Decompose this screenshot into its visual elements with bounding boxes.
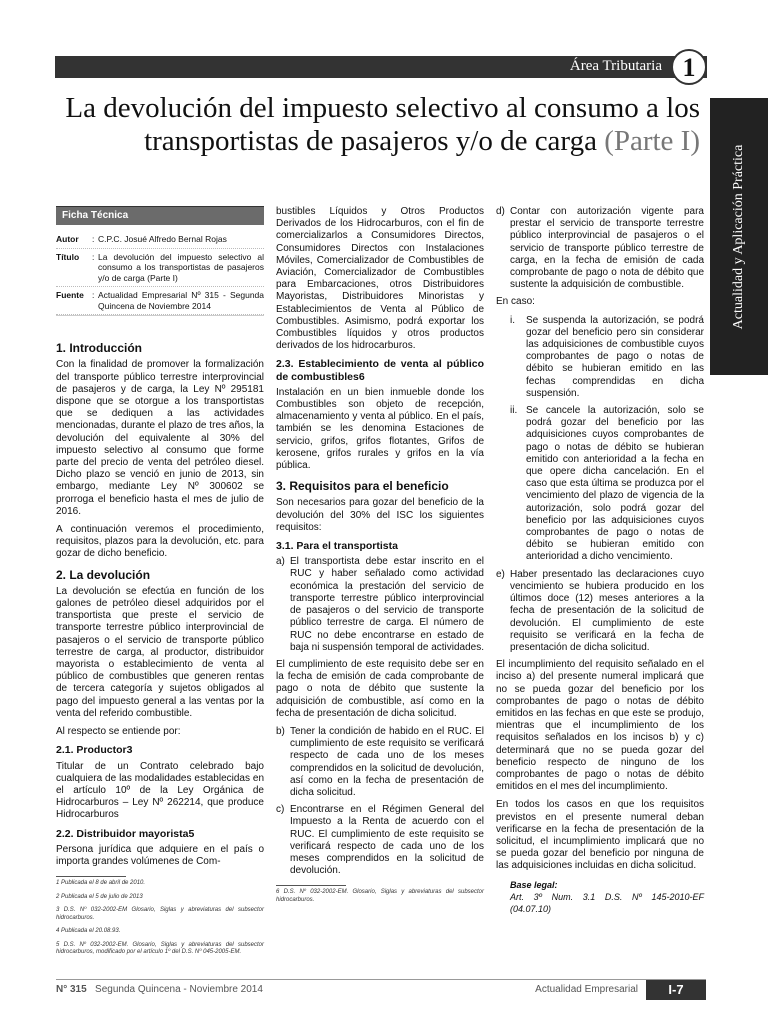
issue-period: Segunda Quincena - Noviembre 2014 [95,984,263,995]
list-marker: ii. [510,405,518,417]
ficha-row: Autor : C.P.C. Josué Alfredo Bernal Rojas [56,231,264,249]
paragraph: En todos los casos en que los requisitos previstos en el presente numeral deban verificarse en la fecha de presentación de la solicitud, el incumplimiento implicará que no se pueda gozar del beneficio por ninguna de las adquisiciones incluidas en dicha solicitud. [496,799,704,872]
paragraph: Son necesarios para gozar del beneficio de la devolución del 30% del ISC los siguientes requisitos: [276,497,484,533]
list-item [276,804,484,877]
list-item [496,569,704,654]
list-text: Haber presentado las declaraciones cuyo vencimiento se hubiera producido en los últimos doce (12) meses anteriores a la fecha de presentación de la solicitud de devolución. El cumplimiento de este requisito se verificará en la fecha de presentación de dicha solicitud. [510,568,704,653]
list-item [276,556,484,654]
ficha-row: Fuente : Actualidad Empresarial Nº 315 - Segunda Quincena de Noviembre 2014 [56,287,264,315]
section-header-bar [55,53,707,82]
list-text: Se cancele la autorización, solo se podrá gozar del beneficio por las adquisiciones cuyos comprobantes de pago o notas de débito se hubieran emitido con anterioridad a la fecha en que opere dicha cancelación. En el caso que esta última se produzca por el vencimiento del plazo de vigencia de la autorización, solo podrá gozar del beneficio por las adquisiciones cuyos comprobantes de pago o notas de débito se hubieran emitido con anterioridad a dicho vencimiento. [526,405,704,563]
list-text: Se suspenda la autorización, se podrá gozar del beneficio pero sin considerar las adquisiciones de combustible cuyos comprobantes de pago o notas de débito se hubieran emitido en las fechas comprendidas en dicha suspensión. [526,314,704,399]
list-marker: i. [510,314,515,326]
title-main: La devolución del impuesto selectivo al consumo a los transportistas de pasajeros y/o de carga [65,92,700,157]
list-item [510,315,704,400]
footnote-divider [56,876,126,877]
paragraph: El cumplimiento de este requisito debe ser en la fecha de emisión de cada comprobante de pago o nota de débito que sustente la adquisición de combustible, así como en la fecha de presentación de dicha solicitud. [276,658,484,719]
list-marker: b) [276,725,285,737]
footnote: 3 D.S. Nº 032-2002-EM Glosario, Siglas y abreviaturas del subsector hidrocarburos. [56,907,264,921]
ficha-table [56,231,264,316]
side-tab [710,98,768,375]
paragraph: En caso: [496,296,535,308]
section-label: Área Tributaria [569,58,662,74]
side-tab-label: Actualidad y Aplicación Práctica [731,144,746,329]
list-text: Encontrarse en el Régimen General del Impuesto a la Renta de acuerdo con el RUC. El cumplimiento de este requisito se verificará respecto de cada uno de los meses comprendidos en la solicitud de devolución. [290,804,484,877]
column-3 [496,206,704,915]
subsection-heading: 2.1. Productor3 [56,744,133,757]
ficha-value: C.P.C. Josué Alfredo Bernal Rojas [98,234,227,245]
footnote: 4 Publicada el 20.08.93. [56,928,121,935]
paragraph: La devolución se efectúa en función de los galones de petróleo diesel adquiridos por el transportista que preste el servicio de transporte terrestre público interprovincial de pasajeros o el servicio de transporte público terrestre de carga, al productor, distribuidor mayorista o establecimiento de venta al público de combustibles que generen rentas de tercera categoría y sujetos obligados al pago del impuesto general a las ventas por la venta del referido combustible. [56,585,264,719]
ficha-heading: Ficha Técnica [56,206,264,225]
subsection-heading: 2.3. Establecimiento de venta al público de combustibles6 [276,358,484,383]
paragraph: A continuación veremos el procedimiento, requisitos, plazos para la devolución, etc. para gozar de dicho beneficio. [56,524,264,560]
list-text: Tener la condición de habido en el RUC. El cumplimiento de este requisito se verificará respecto de cada uno de los meses comprendidos en la solicitud de devolución, así como en la fecha de presentación de dicha solicitud. [290,725,484,798]
paragraph: Persona jurídica que adquiere en el país o importa grandes volúmenes de Com- [56,843,264,867]
list-marker: c) [276,804,285,816]
ficha-row: Título : La devolución del impuesto selectivo al consumo a los transportistas de pasajeros y/o de carga (Parte I) [56,249,264,288]
page-footer [56,979,706,998]
base-legal-label: Base legal: [510,879,558,890]
paragraph: Titular de un Contrato celebrado bajo cualquiera de las modalidades establecidas en el artículo 10º de la Ley Orgánica de Hidrocarburos – Ley Nº 262214, que produce Hidrocarburos [56,760,264,821]
subsection-heading: 3.1. Para el transportista [276,540,398,553]
ficha-key: Título [56,251,80,262]
footnote: 5 D.S. Nº 032-2002-EM. Glosario, Siglas y abreviaturas del subsector hidrocarburos, modificado por el artículo 1º del D.S. Nº 045-2005-EM. [56,941,264,956]
subsection-heading: 2.2. Distribuidor mayorista5 [56,827,195,840]
list-item [510,405,704,564]
base-legal-text: Art. 3º Num. 3.1 D.S. Nº 145-2010-EF (04.07.10) [510,891,704,914]
footnote: 2 Publicada el 5 de julio de 2013 [56,893,143,900]
column-1 [56,206,264,963]
footnote-divider [276,885,346,886]
title-part: (Parte I) [604,125,700,157]
list-item [496,206,704,291]
list-marker: e) [496,568,505,580]
base-legal [510,879,704,916]
paragraph: Con la finalidad de promover la formalización del transporte público terrestre interprovincial de pasajeros y de carga, la Ley Nº 295181 dispone que se otorgue a los transportistas que se dediquen a las actividades mencionadas, durante el plazo de tres años, la devolución del equivalente al 30% del impuesto selectivo al consumo que forme parte del precio de venta del petróleo diesel. Dicho plazo se venció en junio de 2013, sin embargo, mediante Ley Nº 300602 se prorroga el beneficio hasta el mes de julio de 2016. [56,359,264,517]
article-title [56,92,700,158]
section-heading: 1. Introducción [56,341,143,356]
list-marker: d) [496,206,505,217]
issue-number: N° 315 [56,984,87,995]
ficha-key: Fuente [56,290,84,301]
list-text: El transportista debe estar inscrito en el RUC y haber señalado como actividad económica la prestación del servicio de transporte terrestre público interprovincial de pasajeros o del servicio de transporte público terrestre de carga. El número de RUC no debe encontrarse en estado de baja ni suspensión temporal de actividades. [290,556,485,653]
list-text: Contar con autorización vigente para prestar el servicio de transporte terrestre público interprovincial de pasajeros o el servicio de transporte público terrestre de carga, en la fecha de emisión de cada comprobante de pago o nota de débito que sustente la adquisición de combustible. [510,206,704,291]
paragraph: El incumplimiento del requisito señalado en el inciso a) del presente numeral implicará que no se pueda gozar del beneficio por los comprobantes de pago o notas de débito emitidos en las fechas en que este se produjo, mientras que el incumplimiento de los requisitos señalados en los incisos b) y c) determinará que no se pueda gozar del beneficio respecto de ninguno de los comprobantes de pago o notas de débito emitidos en el mes del incumplimiento. [496,659,704,793]
list-item [276,726,484,799]
paragraph: Al respecto se entiende por: [56,726,181,738]
paragraph: Instalación en un bien inmueble donde los Combustibles son objeto de recepción, almacenamiento y venta al público. En el país, también se les denomina Estaciones de servicio, grifos, grifos flotantes, Grifos de kerosene, grifos rurales y grifos en la vía pública. [276,386,484,472]
ficha-value: Actualidad Empresarial Nº 315 - Segunda Quincena de Noviembre 2014 [98,290,264,311]
footnote: 1 Publicada el 8 de abril de 2010. [56,880,146,887]
paragraph: bustibles Líquidos y Otros Productos Derivados de los Hidrocarburos, con el fin de comercializarlos a Consumidores Directos, Consumidores Directos con Instalaciones Móviles, Comercializador de Combustibles de Aviación, Comercializador de Combustibles para Embarcaciones, otros Distribuidores Mayoristas, Distribuidores Minoristas y Establecimientos de Venta al Público de Combustibles. Asimismo, podrá exportar los Combustibles líquidos y otros productos derivados de los hidrocarburos. [276,206,484,352]
section-heading: 2. La devolución [56,567,151,582]
ficha-value: La devolución del impuesto selectivo al consumo a los transportistas de pasajeros y/o de carga (Parte I) [98,251,264,283]
footnote: 6 D.S. Nº 032-2002-EM. Glosario, Siglas y abreviaturas del subsector hidrocarburos. [276,889,484,903]
ficha-key: Autor [56,234,79,245]
page-number: I-7 [646,980,706,1000]
section-number: 1 [671,49,707,85]
footer-magazine: Actualidad Empresarial [535,984,638,995]
footer-issue [56,984,263,995]
column-2 [276,206,484,910]
list-marker: a) [276,556,285,568]
section-heading: 3. Requisitos para el beneficio [276,479,449,494]
